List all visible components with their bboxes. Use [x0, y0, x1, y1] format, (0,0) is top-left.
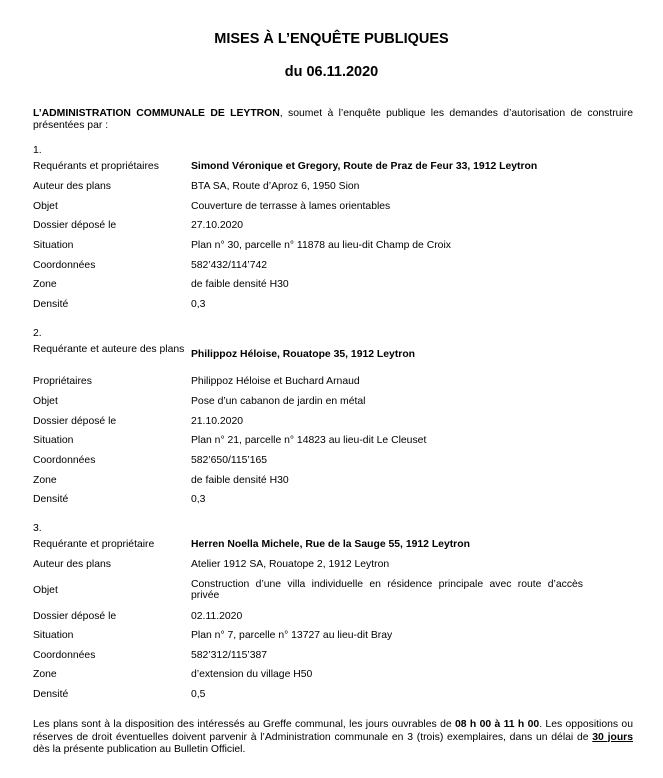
entry-row [33, 579, 633, 605]
entry-row [33, 689, 633, 708]
entry-row [33, 494, 633, 513]
field-value: 27.10.2020 [191, 220, 244, 231]
field-label: Dossier déposé le [33, 220, 117, 231]
field-label: Densité [33, 689, 69, 700]
field-label: Objet [33, 201, 58, 212]
field-label: Coordonnées [33, 650, 96, 661]
field-value: 582’312/115’387 [191, 650, 268, 661]
authority-name: L’ADMINISTRATION COMMUNALE DE LEYTRON [33, 108, 280, 119]
field-value: 582’432/114’742 [191, 260, 268, 271]
entry-row [33, 650, 633, 669]
field-value: Atelier 1912 SA, Rouatope 2, 1912 Leytron [191, 559, 390, 570]
entry-number: 3. [33, 523, 42, 534]
field-value: 582’650/115’165 [191, 455, 268, 466]
field-value: Philippoz Héloise, Rouatope 35, 1912 Leytron [191, 349, 416, 360]
entry-row [33, 539, 633, 558]
entry-row [33, 416, 633, 435]
field-value: BTA SA, Route d’Aproz 6, 1950 Sion [191, 181, 360, 192]
field-label: Objet [33, 396, 58, 407]
footer-text-2: . Les oppositions ou réserves de droit éventuelles doivent parvenir à l’Administration communale en 3 (trois) exemplaires, dans un délai de [33, 719, 633, 743]
field-value: d’extension du village H50 [191, 669, 313, 680]
field-label: Propriétaires [33, 376, 92, 387]
field-label: Auteur des plans [33, 181, 111, 192]
entry-row [33, 475, 633, 494]
deadline: 30 jours [592, 731, 633, 743]
field-label: Densité [33, 299, 69, 310]
entry-row [33, 559, 633, 578]
entry-row [33, 279, 633, 298]
entry-row [33, 455, 633, 474]
field-label: Requérante et propriétaire [33, 539, 155, 550]
intro-paragraph [33, 108, 633, 132]
entry-row [33, 669, 633, 688]
field-label: Auteur des plans [33, 559, 111, 570]
field-value: 21.10.2020 [191, 416, 244, 427]
entry-row [33, 240, 633, 259]
field-value: Couverture de terrasse à lames orientables [191, 201, 391, 212]
field-label: Dossier déposé le [33, 611, 117, 622]
field-value: de faible densité H30 [191, 475, 289, 486]
entry-row [33, 611, 633, 630]
field-label: Situation [33, 630, 74, 641]
footer-paragraph [33, 719, 633, 757]
footer-text-1: Les plans sont à la disposition des intéressés au Greffe communal, les jours ouvrables de [33, 719, 455, 730]
field-label: Objet [33, 585, 58, 596]
field-value: 0,5 [191, 689, 206, 700]
field-label: Zone [33, 279, 57, 290]
page-title: MISES À L’ENQUÊTE PUBLIQUES [214, 31, 449, 47]
field-value: Herren Noella Michele, Rue de la Sauge 55, 1912 Leytron [191, 539, 470, 550]
field-value: Construction d’une villa individuelle en résidence principale avec route d’accès privée [191, 579, 583, 601]
field-label: Requérants et propriétaires [33, 161, 159, 172]
field-label: Situation [33, 435, 74, 446]
field-value: Pose d’un cabanon de jardin en métal [191, 396, 366, 407]
entry-row [33, 396, 633, 415]
publication-date: du 06.11.2020 [284, 64, 379, 80]
field-label: Situation [33, 240, 74, 251]
field-label: Densité [33, 494, 69, 505]
field-label: Coordonnées [33, 455, 96, 466]
intro-text: , soumet à l’enquête publique les demandes d’autorisation de construire présentées par : [33, 108, 634, 131]
field-value: Plan n° 30, parcelle n° 11878 au lieu-dit Champ de Croix [191, 240, 451, 251]
field-value: Simond Véronique et Gregory, Route de Praz de Feur 33, 1912 Leytron [191, 161, 538, 172]
footer-text-3: dès la présente publication au Bulletin Officiel. [33, 744, 246, 755]
entry-row [33, 201, 633, 220]
field-value: 0,3 [191, 299, 206, 310]
field-value: Plan n° 7, parcelle n° 13727 au lieu-dit Bray [191, 630, 393, 641]
field-value: Philippoz Héloise et Buchard Arnaud [191, 376, 360, 387]
entry-number: 2. [33, 328, 42, 339]
entry-row [33, 220, 633, 239]
field-label: Zone [33, 669, 57, 680]
field-label: Zone [33, 475, 57, 486]
entry-row [33, 299, 633, 318]
field-value: 0,3 [191, 494, 206, 505]
office-hours: 08 h 00 à 11 h 00 [454, 719, 540, 730]
entry-row [33, 181, 633, 200]
field-value: 02.11.2020 [191, 611, 243, 622]
entry-row [33, 260, 633, 279]
entry-row [33, 630, 633, 649]
field-value: Plan n° 21, parcelle n° 14823 au lieu-dit Le Cleuset [191, 435, 427, 446]
field-value: de faible densité H30 [191, 279, 289, 290]
entry-number: 1. [33, 145, 42, 156]
field-label: Dossier déposé le [33, 416, 117, 427]
field-label: Coordonnées [33, 260, 96, 271]
entry-row [33, 376, 633, 395]
entry-row [33, 161, 633, 180]
entry-row [33, 435, 633, 454]
field-label: Requérante et auteure des plans [33, 344, 185, 355]
entry-row [33, 344, 633, 370]
